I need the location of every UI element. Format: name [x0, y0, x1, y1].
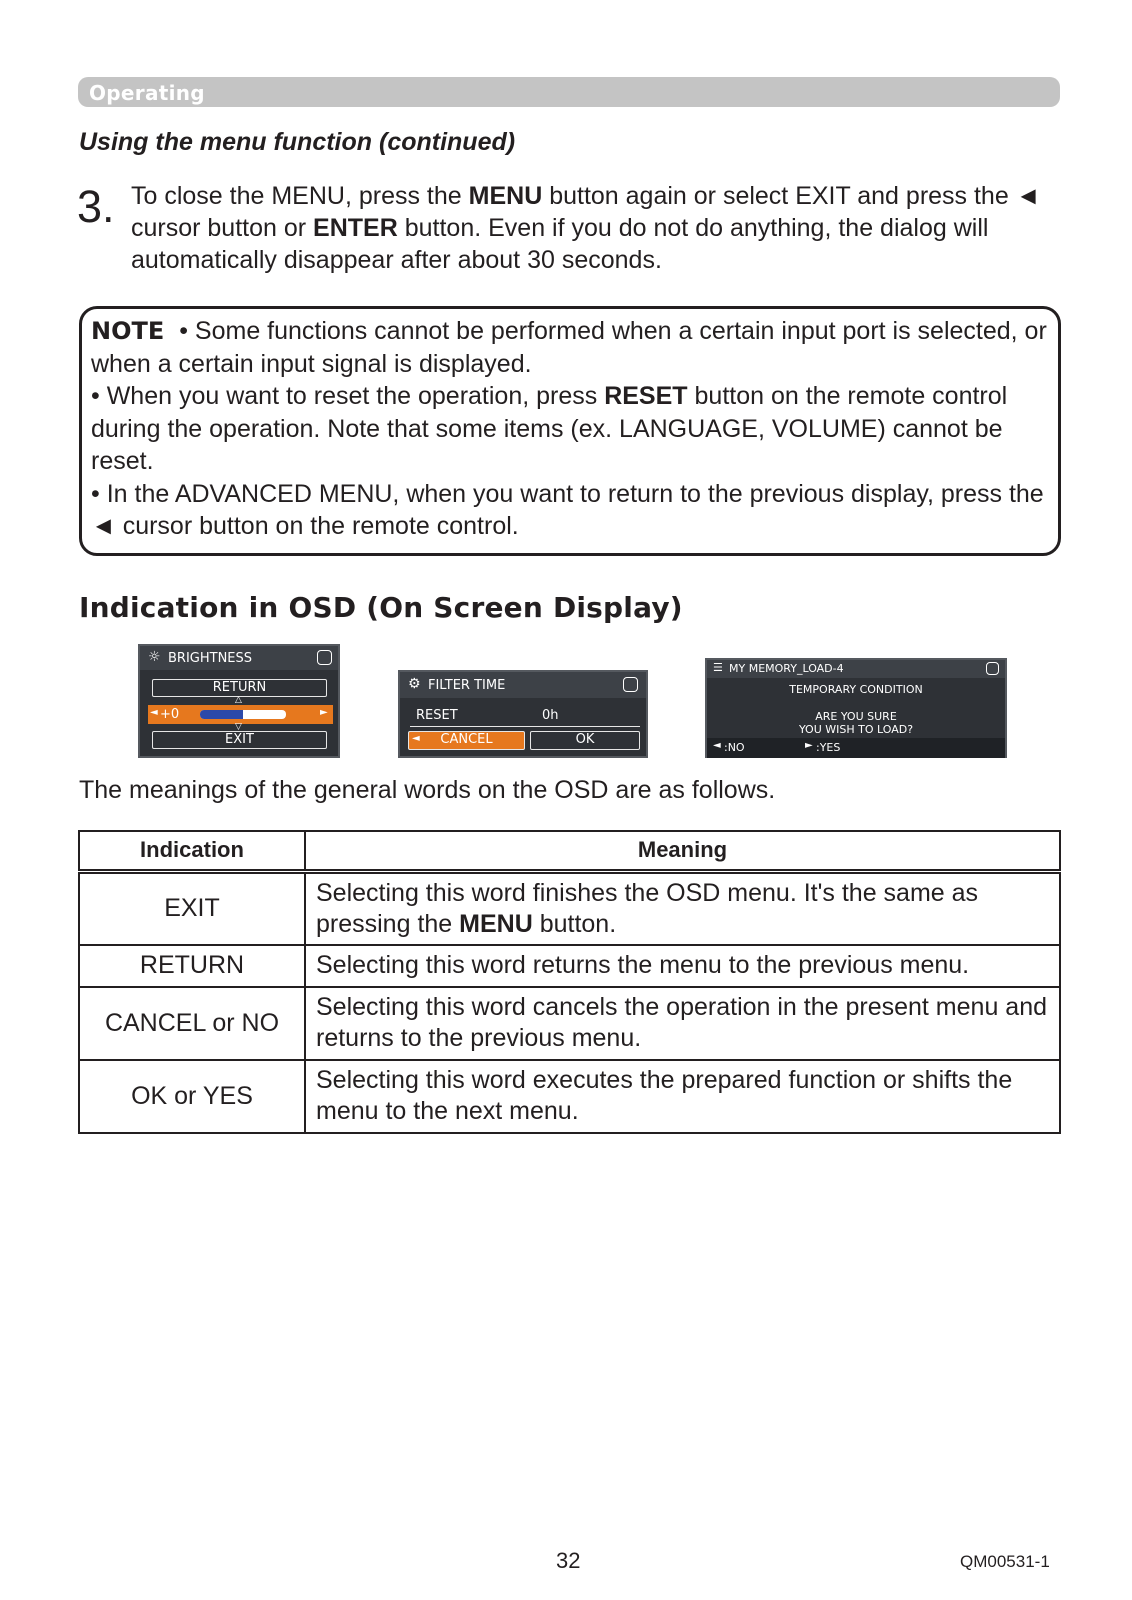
- header-indication: Indication: [79, 831, 305, 871]
- osd-memory-line1: TEMPORARY CONDITION: [789, 683, 923, 696]
- note-label: NOTE: [91, 317, 165, 345]
- osd-filter-hours: 0h: [542, 708, 559, 723]
- osd-memory-line3: YOU WISH TO LOAD?: [798, 723, 914, 736]
- dpad-icon: [317, 650, 332, 665]
- osd-memory-screenshot: [705, 658, 1007, 758]
- step-number: 3.: [77, 181, 115, 232]
- osd-divider: [410, 726, 640, 727]
- dpad-icon: [986, 662, 999, 675]
- section-bar: [78, 77, 1060, 107]
- table-header-row: [79, 831, 1060, 871]
- osd-ok-item: OK: [530, 731, 640, 750]
- header-meaning: Meaning: [305, 831, 1060, 871]
- indication-cell: OK or YES: [79, 1060, 305, 1133]
- osd-exit-item: EXIT: [152, 731, 327, 749]
- osd-filter-title: FILTER TIME: [428, 678, 506, 693]
- meanings-table: [78, 830, 1061, 1134]
- up-arrow-icon: △: [235, 695, 242, 705]
- osd-memory-line2: ARE YOU SURE: [815, 710, 897, 723]
- osd-cancel-item: CANCEL: [408, 731, 525, 750]
- table-row: [79, 945, 1060, 987]
- osd-slider-fill: [200, 710, 243, 719]
- table-row: [79, 1060, 1060, 1133]
- indication-cell: CANCEL or NO: [79, 987, 305, 1060]
- note-text: NOTE • Some functions cannot be performed when a certain input port is selected, or when a certain input signal is displayed. • When you want to reset the operation, press RESET button on the remote control during the operation. Note that some items (ex. LANGUAGE, VOLUME) cannot be reset. • In the ADVANCED MENU, when you want to return to the previous display, press the ◄ cursor button on the remote control.: [91, 317, 1047, 540]
- osd-memory-no: :NO: [724, 741, 745, 754]
- osd-return-item: RETURN: [152, 679, 327, 697]
- memory-icon: ☰: [713, 661, 723, 674]
- osd-brightness-screenshot: [138, 644, 340, 758]
- meaning-cell: Selecting this word returns the menu to the previous menu.: [305, 945, 1060, 987]
- osd-brightness-value: +0: [160, 707, 180, 722]
- osd-brightness-title: BRIGHTNESS: [168, 651, 253, 666]
- step-text: To close the MENU, press the MENU button again or select EXIT and press the ◄ cursor button or ENTER button. Even if you do not do anything, the dialog will automatically disappear after about 30 seconds.: [131, 182, 1041, 274]
- filter-icon: ⚙: [408, 676, 421, 692]
- osd-memory-yes: :YES: [816, 741, 841, 754]
- meaning-cell: Selecting this word executes the prepared function or shifts the menu to the next menu.: [305, 1060, 1060, 1133]
- meaning-cell: Selecting this word finishes the OSD menu. It's the same as pressing the MENU button.: [305, 871, 1060, 945]
- subtitle: Using the menu function (continued): [79, 128, 516, 156]
- meaning-cell: Selecting this word cancels the operation in the present menu and returns to the previous menu.: [305, 987, 1060, 1060]
- left-arrow-icon: ◄: [412, 733, 420, 744]
- osd-memory-title: MY MEMORY_LOAD-4: [729, 662, 844, 675]
- dpad-icon: [623, 677, 638, 692]
- section-label: Operating: [89, 81, 205, 105]
- right-arrow-icon: ►: [320, 707, 328, 718]
- indication-cell: EXIT: [79, 871, 305, 945]
- page-number: 32: [556, 1548, 581, 1573]
- intro-text: The meanings of the general words on the OSD are as follows.: [79, 776, 776, 804]
- sun-icon: ☼: [148, 649, 161, 665]
- down-arrow-icon: ▽: [235, 722, 242, 732]
- left-arrow-icon: ◄: [150, 707, 158, 718]
- left-cursor-icon: ◄: [713, 740, 721, 751]
- osd-reset-label: RESET: [416, 708, 458, 723]
- osd-heading: Indication in OSD (On Screen Display): [79, 591, 683, 624]
- indication-cell: RETURN: [79, 945, 305, 987]
- table-row: [79, 871, 1060, 945]
- table-row: [79, 987, 1060, 1060]
- document-code: QM00531-1: [960, 1552, 1050, 1571]
- osd-memory-footer: [707, 738, 1005, 758]
- right-cursor-icon: ►: [805, 740, 813, 751]
- osd-filter-screenshot: [398, 670, 648, 758]
